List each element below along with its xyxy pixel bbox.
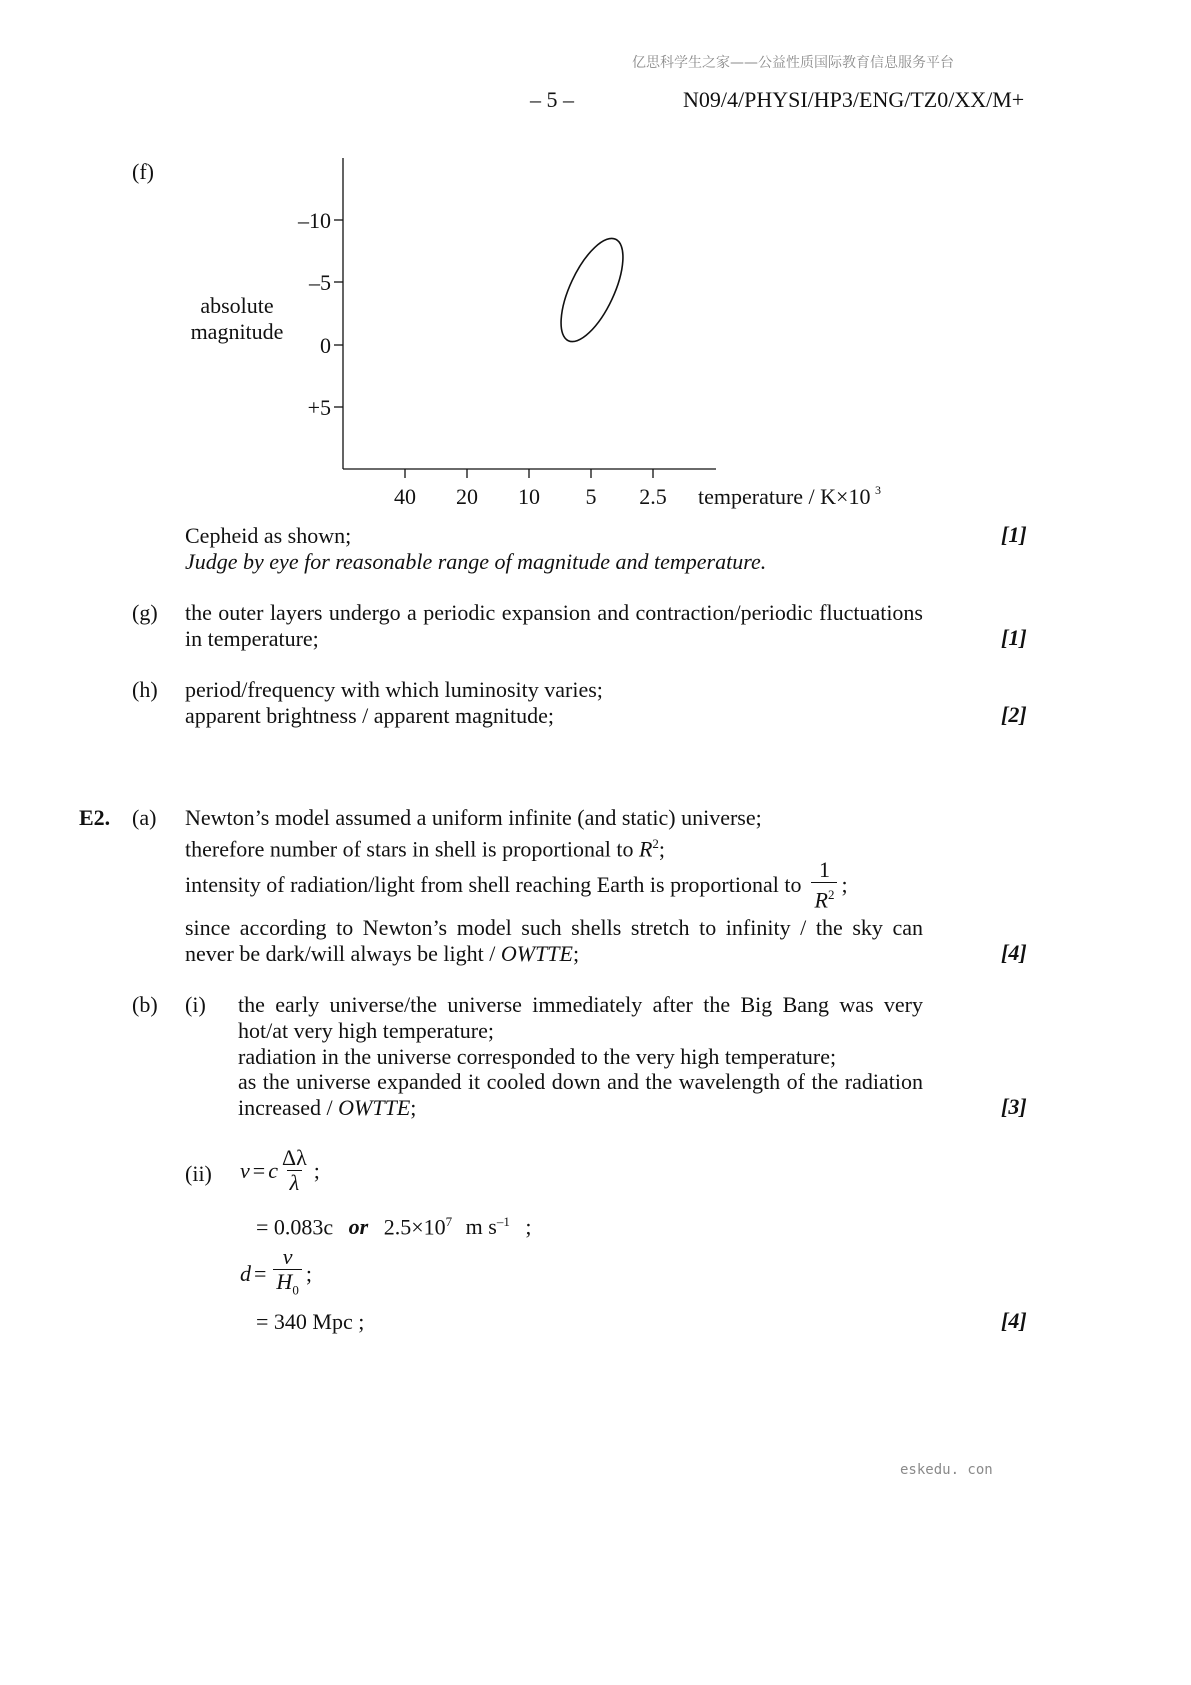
cepheid-region	[548, 230, 635, 350]
x-tick-label: 10	[518, 484, 540, 509]
part-e2a-line5: never be dark/will always be light / OWTTE;	[185, 941, 580, 966]
part-e2b-ii-mark: [4]	[1001, 1308, 1027, 1333]
part-g-label: (g)	[132, 600, 158, 625]
part-e2b-ii-label: (ii)	[185, 1161, 212, 1186]
x-tick-label: 40	[394, 484, 416, 509]
part-f-answer: Cepheid as shown;	[185, 523, 352, 548]
part-e2b-i-line1: the early universe/the universe immediately after the Big Bang was very	[238, 992, 923, 1017]
watermark-bottom: eskedu. con	[900, 1462, 993, 1478]
part-h-line1: period/frequency with which luminosity varies;	[185, 677, 603, 702]
intensity-fraction: $\frac{1}{R^2}$	[811, 858, 837, 912]
part-e2b-i-line5: increased / OWTTE;	[238, 1095, 417, 1120]
part-g-mark: [1]	[1001, 625, 1027, 650]
page-number: – 5 –	[530, 87, 574, 112]
part-h-mark: [2]	[1001, 702, 1027, 727]
part-f-mark: [1]	[1001, 522, 1027, 547]
hr-diagram	[0, 0, 1191, 560]
paper-code: N09/4/PHYSI/HP3/ENG/TZ0/XX/M+	[683, 87, 1025, 112]
part-e2a-line2: therefore number of stars in shell is proportional to $R^2$;	[185, 836, 666, 862]
part-h-line2: apparent brightness / apparent magnitude;	[185, 703, 554, 728]
x-tick-label: 20	[456, 484, 478, 509]
y-axis-label-line2: magnitude	[190, 319, 284, 344]
part-e2a-mark: [4]	[1001, 940, 1027, 965]
x-axis-label-exponent: 3	[875, 483, 881, 497]
part-e2a-line3: intensity of radiation/light from shell reaching Earth is proportional to $\frac{1}{R^2}$ ;	[185, 857, 848, 913]
part-g-line2: in temperature;	[185, 626, 319, 651]
y-tick-label: 0	[320, 333, 331, 358]
part-e2b-i-line3: radiation in the universe corresponded to the very high temperature;	[238, 1044, 837, 1069]
part-g-line1: the outer layers undergo a periodic expansion and contraction/periodic fluctuations	[185, 600, 923, 625]
part-f-label: (f)	[132, 159, 154, 184]
y-tick-label: –5	[309, 270, 331, 295]
part-e2b-i-label: (i)	[185, 992, 206, 1017]
equation-distance: d = $\frac{v}{H_0}$ ;	[240, 1245, 312, 1302]
x-tick-label: 5	[585, 484, 597, 509]
watermark-top: 亿思科学生之家——公益性质国际教育信息服务平台	[632, 55, 954, 71]
x-axis-label: temperature / K×10	[698, 484, 871, 509]
y-tick-label: +5	[307, 395, 331, 420]
part-e2b-i-mark: [3]	[1001, 1094, 1027, 1119]
part-e2a-line4: since according to Newton’s model such shells stretch to infinity / the sky can	[185, 915, 923, 940]
part-e2b-i-line4: as the universe expanded it cooled down and the wavelength of the radiation	[238, 1069, 923, 1094]
equation-velocity: v = c $\frac{\Delta\lambda}{\lambda}$ ;	[240, 1145, 320, 1195]
part-e2b-i-line2: hot/at very high temperature;	[238, 1018, 494, 1043]
part-e2b-label: (b)	[132, 992, 158, 1017]
part-e2a-label: (a)	[132, 805, 157, 830]
part-f-note: Judge by eye for reasonable range of magnitude and temperature.	[185, 549, 767, 574]
equation-distance-value: = 340 Mpc ;	[256, 1309, 365, 1334]
part-e2a-line1: Newton’s model assumed a uniform infinite (and static) universe;	[185, 805, 762, 830]
y-tick-label: –10	[298, 208, 331, 233]
part-h-label: (h)	[132, 677, 158, 702]
y-axis-label-line1: absolute	[200, 293, 274, 318]
equation-velocity-value: = 0.083c or $2.5\times 10^7$ m $s^{-1}$ ;	[256, 1214, 532, 1240]
question-e2-number: E2.	[79, 805, 111, 830]
x-tick-label: 2.5	[639, 484, 667, 509]
